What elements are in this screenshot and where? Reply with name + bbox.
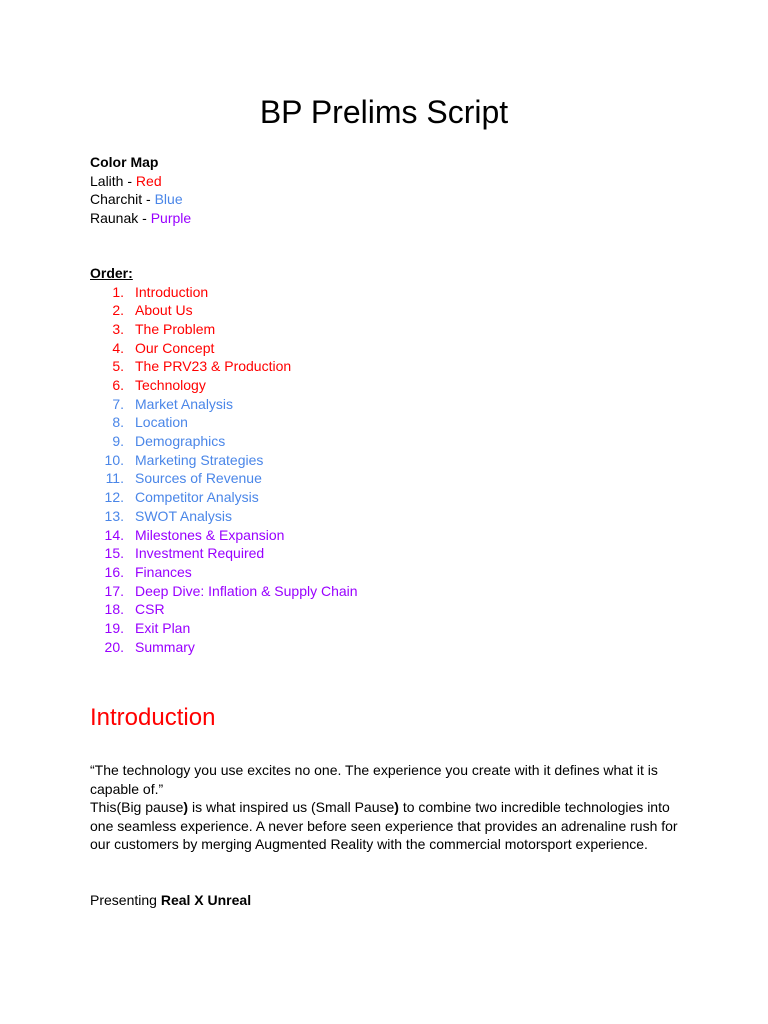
order-item-label: Milestones & Expansion xyxy=(135,526,285,543)
order-item-number: 2. xyxy=(112,302,124,319)
presenting-title: Real X Unreal xyxy=(160,892,252,908)
order-item xyxy=(90,619,690,638)
paragraph-text: is what inspired us (Small Pause xyxy=(188,799,395,815)
order-item xyxy=(90,283,690,302)
order-item-number: 15. xyxy=(104,545,124,562)
order-item-number: 14. xyxy=(104,526,124,543)
order-item xyxy=(90,451,690,470)
color-map-color: Blue xyxy=(154,191,183,208)
order-item-number: 12. xyxy=(104,489,124,506)
color-map-color: Purple xyxy=(150,209,192,226)
order-item-label: CSR xyxy=(135,601,165,618)
order-item xyxy=(90,582,690,601)
order-item-label: About Us xyxy=(135,302,193,319)
color-map-color: Red xyxy=(135,172,162,189)
order-item xyxy=(90,507,690,526)
order-item-number: 8. xyxy=(112,414,124,431)
order-item xyxy=(90,544,690,563)
order-item-label: Investment Required xyxy=(135,545,265,562)
presenting-prefix: Presenting xyxy=(90,892,161,908)
order-item-number: 9. xyxy=(112,433,124,450)
color-map-person: Lalith - xyxy=(90,172,136,189)
order-item xyxy=(90,320,690,339)
introduction-heading: Introduction xyxy=(90,704,216,731)
order-item-label: SWOT Analysis xyxy=(135,507,232,524)
order-item xyxy=(90,376,690,395)
order-item-number: 13. xyxy=(104,507,124,524)
order-item-number: 5. xyxy=(112,358,124,375)
order-item-label: Sources of Revenue xyxy=(135,470,262,487)
order-item xyxy=(90,488,690,507)
order-item xyxy=(90,413,690,432)
order-item-label: Our Concept xyxy=(135,339,215,356)
order-item-number: 17. xyxy=(104,582,124,599)
order-section xyxy=(90,264,690,656)
order-item-number: 6. xyxy=(112,377,124,394)
order-item xyxy=(90,469,690,488)
order-item-number: 16. xyxy=(104,563,124,580)
color-map-entry xyxy=(90,209,191,228)
order-item xyxy=(90,600,690,619)
order-item-number: 18. xyxy=(104,601,124,618)
introduction-paragraph xyxy=(90,798,690,854)
order-item-number: 11. xyxy=(105,470,124,487)
order-item xyxy=(90,357,690,376)
paragraph-text: This(Big pause xyxy=(90,799,184,815)
order-item-label: Competitor Analysis xyxy=(135,489,259,506)
paragraph-bold: ) xyxy=(394,799,399,815)
order-item-label: Finances xyxy=(135,563,192,580)
order-item xyxy=(90,526,690,545)
order-item-label: Introduction xyxy=(135,283,209,300)
color-map-entry xyxy=(90,172,191,191)
color-map-entry xyxy=(90,190,191,209)
order-item-label: Exit Plan xyxy=(135,619,191,636)
order-item-label: Technology xyxy=(135,377,206,394)
order-item-label: Market Analysis xyxy=(135,395,234,412)
color-map-section xyxy=(90,153,191,227)
order-item xyxy=(90,395,690,414)
order-item-number: 1. xyxy=(112,283,124,300)
color-map-person: Raunak - xyxy=(90,209,151,226)
order-item-label: Deep Dive: Inflation & Supply Chain xyxy=(135,582,358,599)
order-item-label: Demographics xyxy=(135,433,226,450)
order-list xyxy=(90,283,690,657)
order-item xyxy=(90,432,690,451)
document-title: BP Prelims Script xyxy=(259,94,509,130)
order-item-number: 3. xyxy=(112,320,124,337)
paragraph-text: to combine two incredible technologies into one seamless experience. A never before seen experience that provides an adrenaline rush for our customers by merging Augmented Reality with the commercial motorsport experience. xyxy=(90,799,678,853)
order-item-label: Summary xyxy=(135,638,195,655)
order-heading: Order: xyxy=(90,265,133,281)
introduction-quote: “The technology you use excites no one. The experience you create with it defines what it is capable of.” xyxy=(90,762,658,797)
order-item-number: 4. xyxy=(112,339,124,356)
order-item xyxy=(90,563,690,582)
order-item-number: 10. xyxy=(104,451,124,468)
order-item-number: 7. xyxy=(112,395,124,412)
order-item xyxy=(90,301,690,320)
order-item-label: The Problem xyxy=(135,320,216,337)
order-item-number: 19. xyxy=(104,619,124,636)
order-item xyxy=(90,638,690,657)
color-map-heading: Color Map xyxy=(90,154,159,170)
order-item-number: 20. xyxy=(104,638,124,655)
order-item-label: The PRV23 & Production xyxy=(135,358,292,375)
presenting-line xyxy=(90,891,690,910)
order-item xyxy=(90,339,690,358)
color-map-person: Charchit - xyxy=(90,191,155,208)
order-item-label: Location xyxy=(135,414,188,431)
order-item-label: Marketing Strategies xyxy=(135,451,264,468)
paragraph-bold: ) xyxy=(183,799,189,815)
